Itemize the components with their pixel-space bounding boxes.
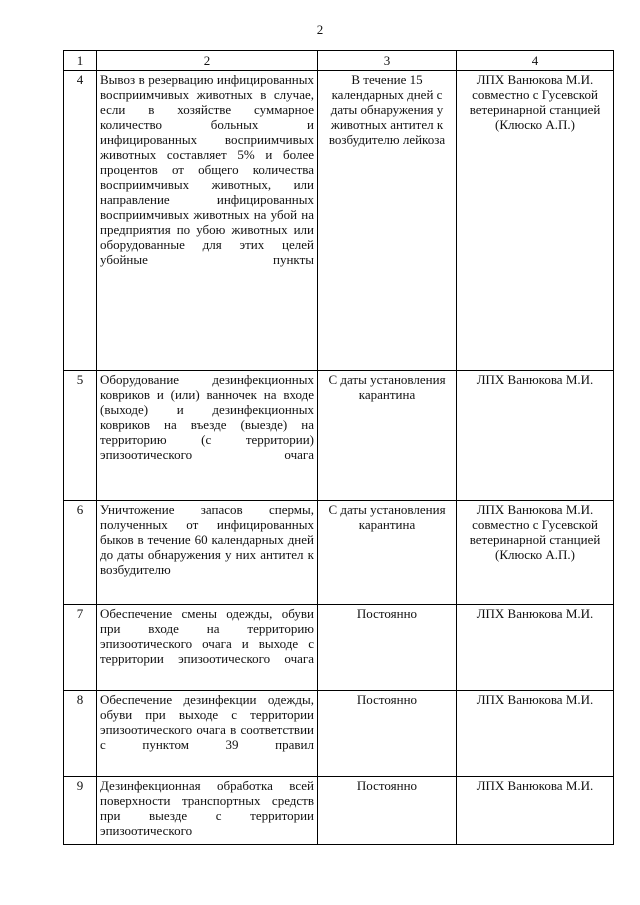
row-number: 4 bbox=[64, 71, 97, 371]
measure-responsible: ЛПХ Ванюкова М.И. bbox=[457, 691, 614, 777]
measure-term: С даты установления карантина bbox=[318, 501, 457, 605]
measures-table bbox=[63, 50, 614, 845]
header-cell: 1 bbox=[64, 51, 97, 71]
measure-responsible: ЛПХ Ванюкова М.И. bbox=[457, 371, 614, 501]
measure-term: Постоянно bbox=[318, 605, 457, 691]
measure-term: В течение 15 календарных дней с даты обнаружения у животных антител к возбудителю лейкоза bbox=[318, 71, 457, 371]
table-row bbox=[64, 71, 614, 371]
table-header-row bbox=[64, 51, 614, 71]
measure-description: Обеспечение смены одежды, обуви при входе на территорию эпизоотического очага и выходе с территории эпизоотического очага bbox=[97, 605, 318, 691]
measure-description: Оборудование дезинфекционных ковриков и (или) ванночек на входе (выходе) и дезинфекционных ковриков на въезде (выезде) на территорию (с территории) эпизоотического очага bbox=[97, 371, 318, 501]
measure-description: Дезинфекционная обработка всей поверхности транспортных средств при выезде с территории эпизоотического bbox=[97, 777, 318, 845]
measure-responsible: ЛПХ Ванюкова М.И. совместно с Гусевской ветеринарной станцией (Клюско А.П.) bbox=[457, 501, 614, 605]
measure-responsible: ЛПХ Ванюкова М.И. совместно с Гусевской ветеринарной станцией (Клюско А.П.) bbox=[457, 71, 614, 371]
page-number: 2 bbox=[316, 22, 324, 37]
measure-responsible: ЛПХ Ванюкова М.И. bbox=[457, 605, 614, 691]
table-row bbox=[64, 371, 614, 501]
measure-term: Постоянно bbox=[318, 777, 457, 845]
measure-description: Обеспечение дезинфекции одежды, обуви при выходе с территории эпизоотического очага в соответствии с пунктом 39 правил bbox=[97, 691, 318, 777]
measure-description: Уничтожение запасов спермы, полученных от инфицированных быков в течение 60 календарных дней до даты обнаружения у них антител к возбудителю bbox=[97, 501, 318, 605]
header-cell: 4 bbox=[457, 51, 614, 71]
measure-description: Вывоз в резервацию инфицированных восприимчивых животных в случае, если в хозяйстве суммарное количество больных и инфицированных восприимчивых животных составляет 5% и более процентов от общего количества восприимчивых животных, или направление инфицированных восприимчивых животных на убой на предприятия по убою животных или оборудованные для этих целей убойные пункты bbox=[97, 71, 318, 371]
table-row bbox=[64, 777, 614, 845]
row-number: 5 bbox=[64, 371, 97, 501]
row-number: 8 bbox=[64, 691, 97, 777]
table-row bbox=[64, 605, 614, 691]
table-row bbox=[64, 691, 614, 777]
row-number: 6 bbox=[64, 501, 97, 605]
measure-term: С даты установления карантина bbox=[318, 371, 457, 501]
table-row bbox=[64, 501, 614, 605]
row-number: 7 bbox=[64, 605, 97, 691]
row-number: 9 bbox=[64, 777, 97, 845]
header-cell: 3 bbox=[318, 51, 457, 71]
header-cell: 2 bbox=[97, 51, 318, 71]
measure-term: Постоянно bbox=[318, 691, 457, 777]
measure-responsible: ЛПХ Ванюкова М.И. bbox=[457, 777, 614, 845]
